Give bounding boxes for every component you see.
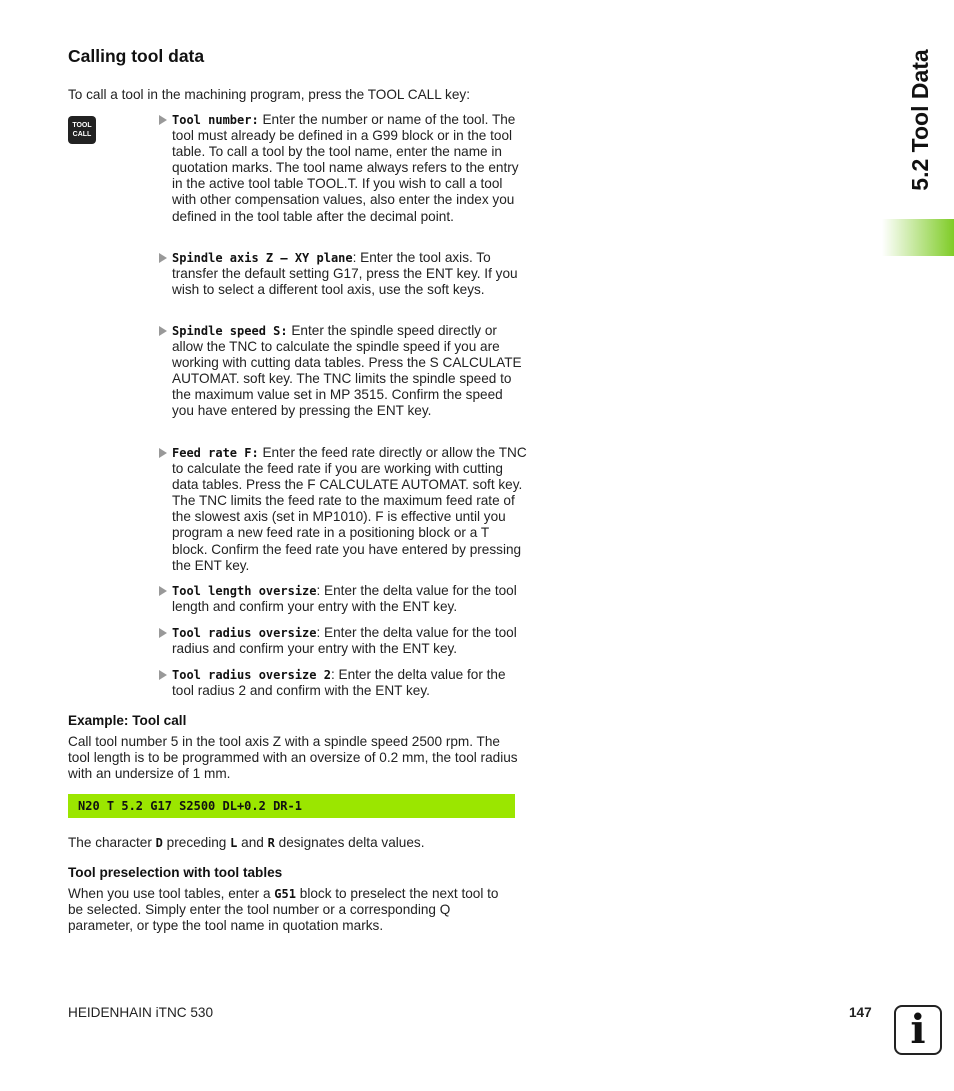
item-label: Tool radius oversize 2 bbox=[172, 668, 331, 682]
code-line: N20 T 5.2 G17 S2500 DL+0.2 DR-1 bbox=[78, 799, 302, 813]
item-label: Tool number: bbox=[172, 113, 259, 127]
list-item bbox=[159, 112, 528, 225]
item-label: Spindle speed S: bbox=[172, 324, 288, 338]
code-char: D bbox=[155, 836, 163, 850]
chapter-tab bbox=[890, 20, 950, 220]
item-text: : Enter the delta value for the tool length and confirm your entry with the ENT key. bbox=[172, 583, 517, 615]
arrow-icon bbox=[159, 326, 167, 336]
code-char: L bbox=[230, 836, 238, 850]
list-item bbox=[159, 667, 528, 699]
tool-call-key-icon bbox=[68, 116, 96, 144]
arrow-icon bbox=[159, 586, 167, 596]
text: block to preselect the next tool to be selected. Simply enter the tool number or a corresponding Q parameter, or type the tool name in quotation marks. bbox=[68, 886, 499, 934]
arrow-icon bbox=[159, 115, 167, 125]
list-item bbox=[159, 250, 528, 298]
arrow-icon bbox=[159, 628, 167, 638]
footer-title: HEIDENHAIN iTNC 530 bbox=[68, 1005, 214, 1020]
code-block bbox=[68, 794, 515, 818]
preselect-text bbox=[68, 886, 513, 934]
item-text: Enter the feed rate directly or allow the TNC to calculate the feed rate if you are working with cutting data tables. Press the F CALCULATE AUTOMAT. soft key. The TNC limits the feed rate to the maximum feed rate of the slowest axis (set in MP1010). F is effective until you program a new feed rate in a positioning block or a T block. Confirm the feed rate you have entered by pressing the ENT key. bbox=[172, 445, 527, 573]
list-item bbox=[159, 625, 528, 657]
list-item bbox=[159, 323, 528, 420]
text: The character bbox=[68, 835, 156, 850]
item-text: : Enter the delta value for the tool radius 2 and confirm with the ENT key. bbox=[172, 667, 506, 699]
arrow-icon bbox=[159, 448, 167, 458]
item-label: Tool length oversize bbox=[172, 584, 317, 598]
list-item bbox=[159, 583, 528, 615]
example-text: Call tool number 5 in the tool axis Z with a spindle speed 2500 rpm. The tool length is to be programmed with an oversize of 0.2 mm, the tool radius with an undersize of 1 mm. bbox=[68, 734, 518, 782]
example-heading: Example: Tool call bbox=[68, 713, 187, 728]
code-char: R bbox=[267, 836, 275, 850]
text: preceding bbox=[162, 835, 231, 850]
arrow-icon bbox=[159, 670, 167, 680]
list-item bbox=[159, 445, 528, 574]
item-text: : Enter the tool axis. To transfer the default setting G17, press the ENT key. If you wish to select a different tool axis, use the soft keys. bbox=[172, 250, 518, 298]
text: When you use tool tables, enter a bbox=[68, 886, 275, 901]
key-label: TOOL bbox=[72, 122, 92, 129]
chapter-title: 5.2 Tool Data bbox=[906, 49, 933, 191]
item-text: Enter the number or name of the tool. The tool must already be defined in a G99 block or in the tool table. To call a tool by the tool name, enter the name in quotation marks. The tool name always refers to the entry in the active tool table TOOL.T. If you wish to call a tool with other compensation values, also enter the index you defined in the tool table after the decimal point. bbox=[172, 112, 519, 224]
text: designates delta values. bbox=[274, 835, 425, 850]
page-number: 147 bbox=[849, 1005, 872, 1020]
delta-note bbox=[68, 835, 518, 851]
item-label: Tool radius oversize bbox=[172, 626, 317, 640]
text: and bbox=[237, 835, 268, 850]
item-label: Feed rate F: bbox=[172, 446, 259, 460]
intro-text: To call a tool in the machining program, press the TOOL CALL key: bbox=[68, 87, 470, 102]
item-label: Spindle axis Z – XY plane bbox=[172, 251, 353, 265]
code-word: G51 bbox=[274, 887, 296, 901]
arrow-icon bbox=[159, 253, 167, 263]
key-label: CALL bbox=[72, 131, 92, 138]
preselect-heading: Tool preselection with tool tables bbox=[68, 865, 283, 880]
item-text: : Enter the delta value for the tool radius and confirm your entry with the ENT key. bbox=[172, 625, 517, 657]
info-icon: i bbox=[894, 1005, 942, 1055]
item-text: Enter the spindle speed directly or allow the TNC to calculate the spindle speed if you are working with cutting data tables. Press the S CALCULATE AUTOMAT. soft key. The TNC limits the spindle speed to the maximum value set in MP 3515. Confirm the speed you have entered by pressing the ENT key. bbox=[172, 323, 522, 419]
section-heading: Calling tool data bbox=[68, 46, 205, 66]
chapter-marker bbox=[882, 219, 954, 256]
